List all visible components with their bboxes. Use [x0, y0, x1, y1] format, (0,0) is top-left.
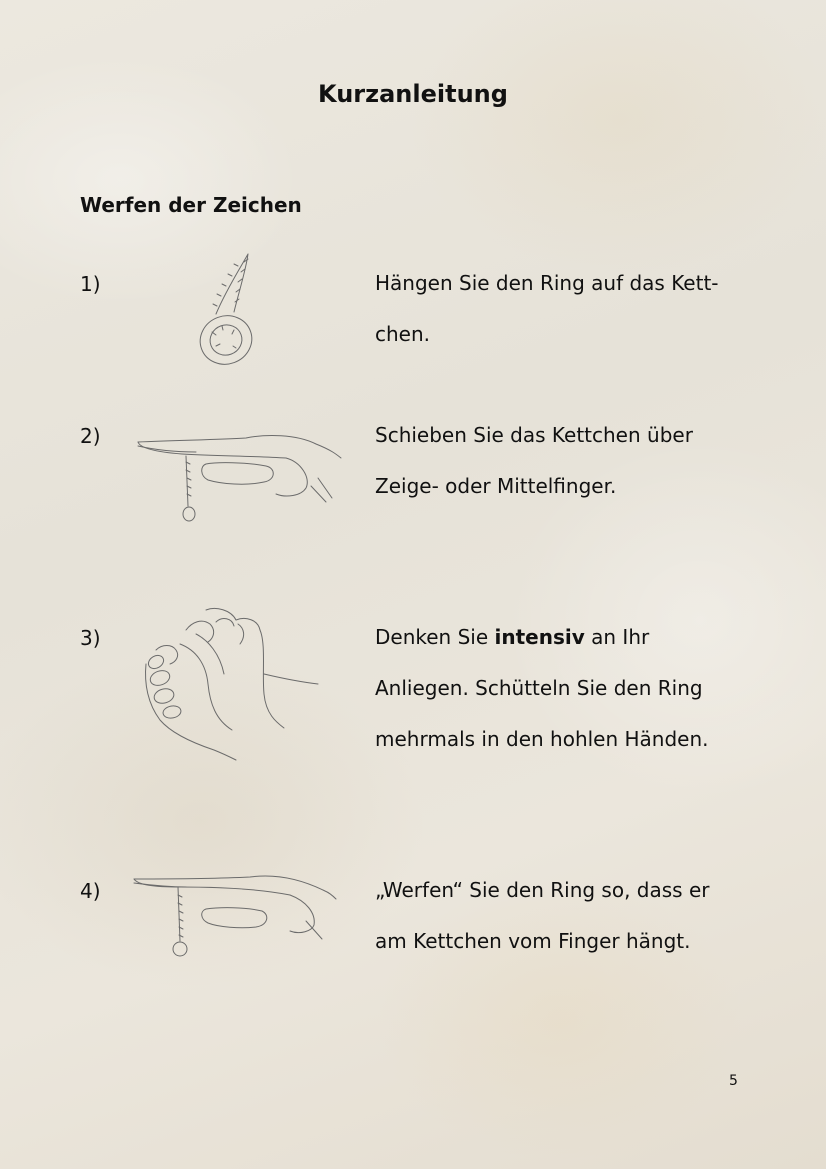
hand-with-hanging-ring-icon: [130, 873, 340, 967]
step-text: Denken Sie intensiv an Ihr Anliegen. Schütteln Sie den Ring mehrmals in den hohlen Händen.: [375, 625, 709, 751]
step-number: 2): [80, 424, 101, 448]
step-text: Schieben Sie das Kettchen über Zeige- oder Mittelfinger.: [375, 423, 693, 498]
ring-on-chain-icon: [188, 250, 268, 394]
step-text: „Werfen“ Sie den Ring so, dass er am Kettchen vom Finger hängt.: [375, 878, 710, 953]
step-text: Hängen Sie den Ring auf das Kett- chen.: [375, 271, 719, 346]
page-number: 5: [729, 1073, 738, 1089]
step-number: 4): [80, 879, 101, 903]
page-title: Kurzanleitung: [318, 80, 508, 108]
cupped-hands-icon: [136, 604, 326, 768]
section-heading: Werfen der Zeichen: [80, 193, 302, 217]
hand-with-chain-icon: [136, 428, 346, 527]
step-number: 3): [80, 626, 101, 650]
step-number: 1): [80, 272, 101, 296]
